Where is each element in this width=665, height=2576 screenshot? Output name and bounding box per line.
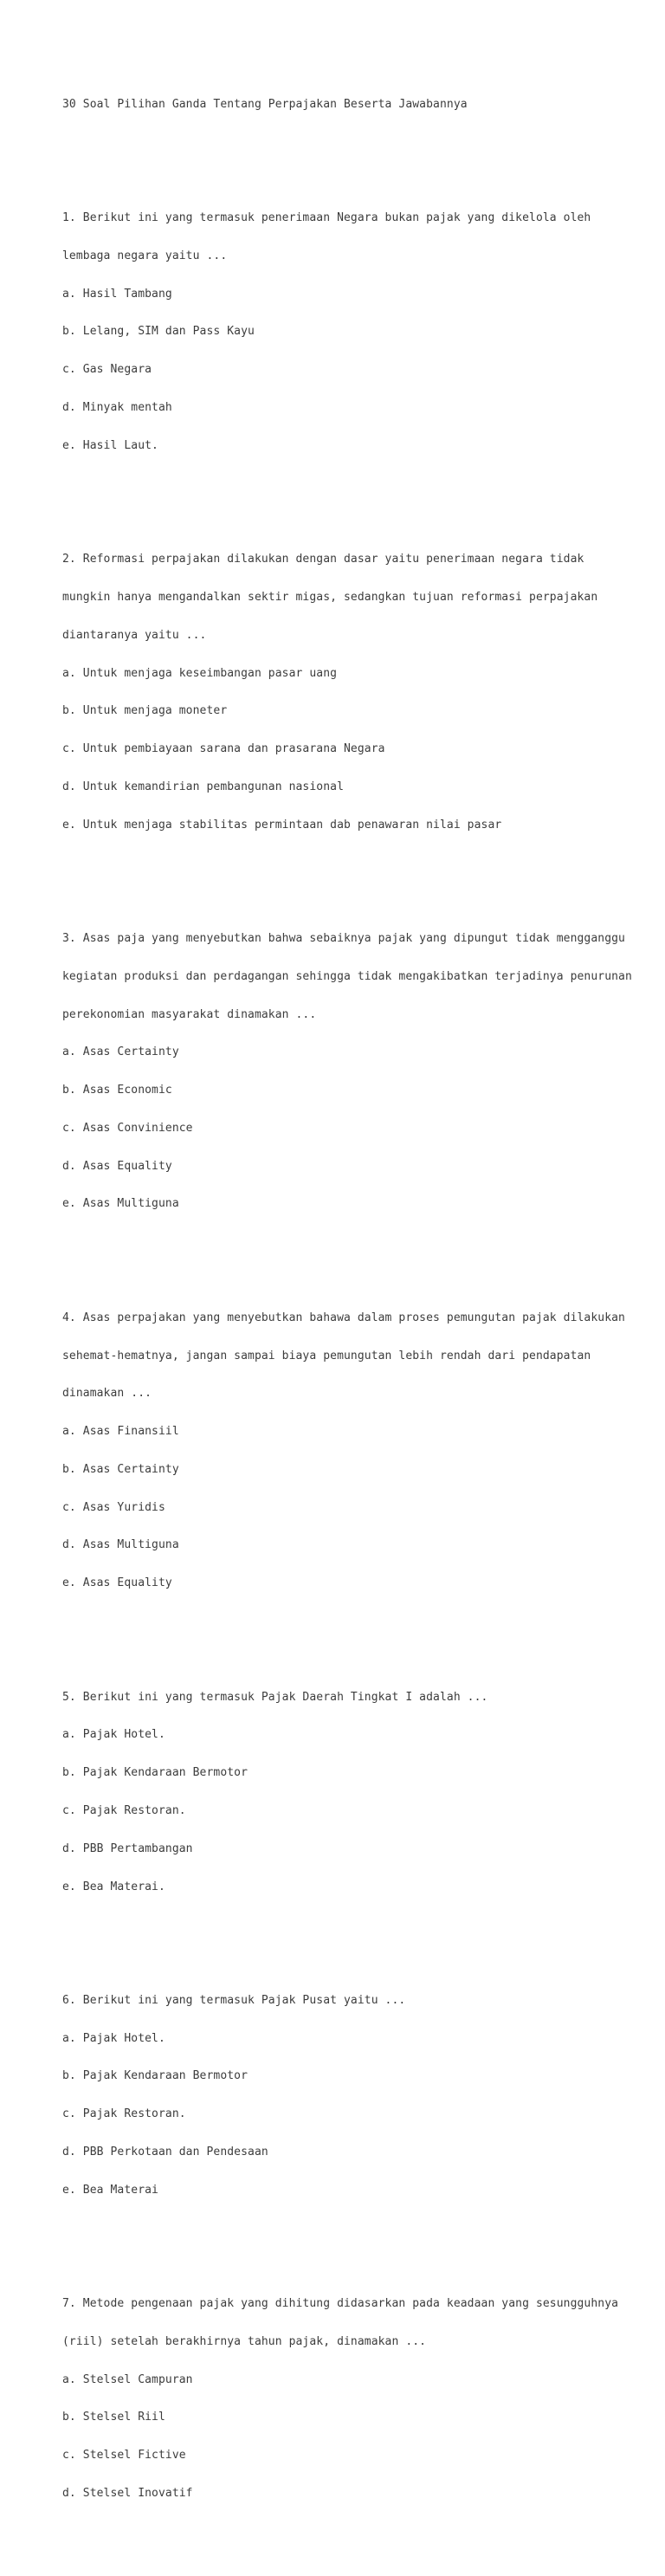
answer-option: e. Bea Materai. <box>62 1880 165 1893</box>
answer-option: e. Asas Equality <box>62 1576 172 1590</box>
answer-option: b. Asas Certainty <box>62 1462 179 1476</box>
answer-option: d. PBB Perkotaan dan Pendesaan <box>62 2145 268 2159</box>
question-block <box>62 1970 660 2223</box>
answer-option: e. Untuk menjaga stabilitas permintaan dab penawaran nilai pasar <box>62 818 502 832</box>
answer-option: a. Untuk menjaga keseimbangan pasar uang <box>62 666 338 680</box>
question-block <box>62 528 660 857</box>
answer-option: d. Untuk kemandirian pembangunan nasional <box>62 780 344 793</box>
answer-option: d. Asas Equality <box>62 1159 172 1173</box>
answer-option: b. Pajak Kendaraan Bermotor <box>62 1766 249 1780</box>
question-stem-line: 4. Asas perpajakan yang menyebutkan bahawa dalam proses pemungutan pajak dilakukan <box>62 1311 625 1324</box>
question-stem-line: (riil) setelah berakhirnya tahun pajak, dinamakan ... <box>62 2334 427 2348</box>
answer-option: a. Asas Certainty <box>62 1045 179 1059</box>
question-stem-line: 2. Reformasi perpajakan dilakukan dengan dasar yaitu penerimaan negara tidak <box>62 553 584 566</box>
question-stem-line: 1. Berikut ini yang termasuk penerimaan Negara bukan pajak yang dikelola oleh <box>62 211 591 225</box>
answer-option: c. Asas Yuridis <box>62 1500 165 1514</box>
answer-option: d. Minyak mentah <box>62 401 172 415</box>
answer-option: c. Pajak Restoran. <box>62 1803 186 1817</box>
answer-option: e. Bea Materai <box>62 2183 158 2197</box>
answer-option: b. Lelang, SIM dan Pass Kayu <box>62 325 255 339</box>
answer-option: c. Pajak Restoran. <box>62 2107 186 2121</box>
answer-option: a. Asas Finansiil <box>62 1425 179 1439</box>
document-text-column <box>62 61 660 2576</box>
answer-option: e. Hasil Laut. <box>62 438 158 452</box>
answer-option: c. Gas Negara <box>62 363 152 377</box>
question-block <box>62 908 660 1236</box>
question-block <box>62 1666 660 1919</box>
answer-option: a. Stelsel Campuran <box>62 2372 193 2386</box>
question-stem-line: sehemat-hematnya, jangan sampai biaya pemungutan lebih rendah dari pendapatan <box>62 1349 591 1362</box>
question-stem-line: dinamakan ... <box>62 1387 152 1401</box>
answer-option: d. Asas Multiguna <box>62 1538 179 1552</box>
question-stem-line: 7. Metode pengenaan pajak yang dihitung didasarkan pada keadaan yang sesungguhnya <box>62 2297 619 2311</box>
question-stem-line: kegiatan produksi dan perdagangan sehingga tidak mengakibatkan terjadinya penurunan <box>62 969 632 983</box>
question-stem-line: diantaranya yaitu ... <box>62 628 207 642</box>
question-block <box>62 1287 660 1615</box>
answer-option: b. Asas Economic <box>62 1084 172 1097</box>
answer-option: c. Stelsel Fictive <box>62 2449 186 2463</box>
answer-option: d. PBB Pertambangan <box>62 1841 193 1855</box>
question-stem-line: 3. Asas paja yang menyebutkan bahwa sebaiknya pajak yang dipungut tidak mengganggu <box>62 931 625 945</box>
answer-option: c. Untuk pembiayaan sarana dan prasarana Negara <box>62 742 385 756</box>
question-stem-line: perekonomian masyarakat dinamakan ... <box>62 1007 317 1021</box>
question-stem-line: 6. Berikut ini yang termasuk Pajak Pusat yaitu ... <box>62 1993 406 2007</box>
question-block <box>62 187 660 478</box>
question-stem-line: mungkin hanya mengandalkan sektir migas, sedangkan tujuan reformasi perpajakan <box>62 590 598 604</box>
question-stem-line: 5. Berikut ini yang termasuk Pajak Daerah Tingkat I adalah ... <box>62 1690 488 1704</box>
answer-option: b. Pajak Kendaraan Bermotor <box>62 2069 249 2083</box>
document-title: 30 Soal Pilihan Ganda Tentang Perpajakan Beserta Jawabannya <box>62 97 468 111</box>
answer-option: c. Asas Convinience <box>62 1121 193 1135</box>
question-stem-line: lembaga negara yaitu ... <box>62 249 228 262</box>
answer-option: a. Hasil Tambang <box>62 287 172 301</box>
answer-option: b. Untuk menjaga moneter <box>62 704 228 718</box>
answer-option: d. Stelsel Inovatif <box>62 2487 193 2501</box>
answer-option: b. Stelsel Riil <box>62 2411 165 2424</box>
answer-option: a. Pajak Hotel. <box>62 1728 165 1742</box>
answer-option: a. Pajak Hotel. <box>62 2031 165 2045</box>
answer-option: e. Asas Multiguna <box>62 1197 179 1211</box>
question-block <box>62 2273 660 2526</box>
